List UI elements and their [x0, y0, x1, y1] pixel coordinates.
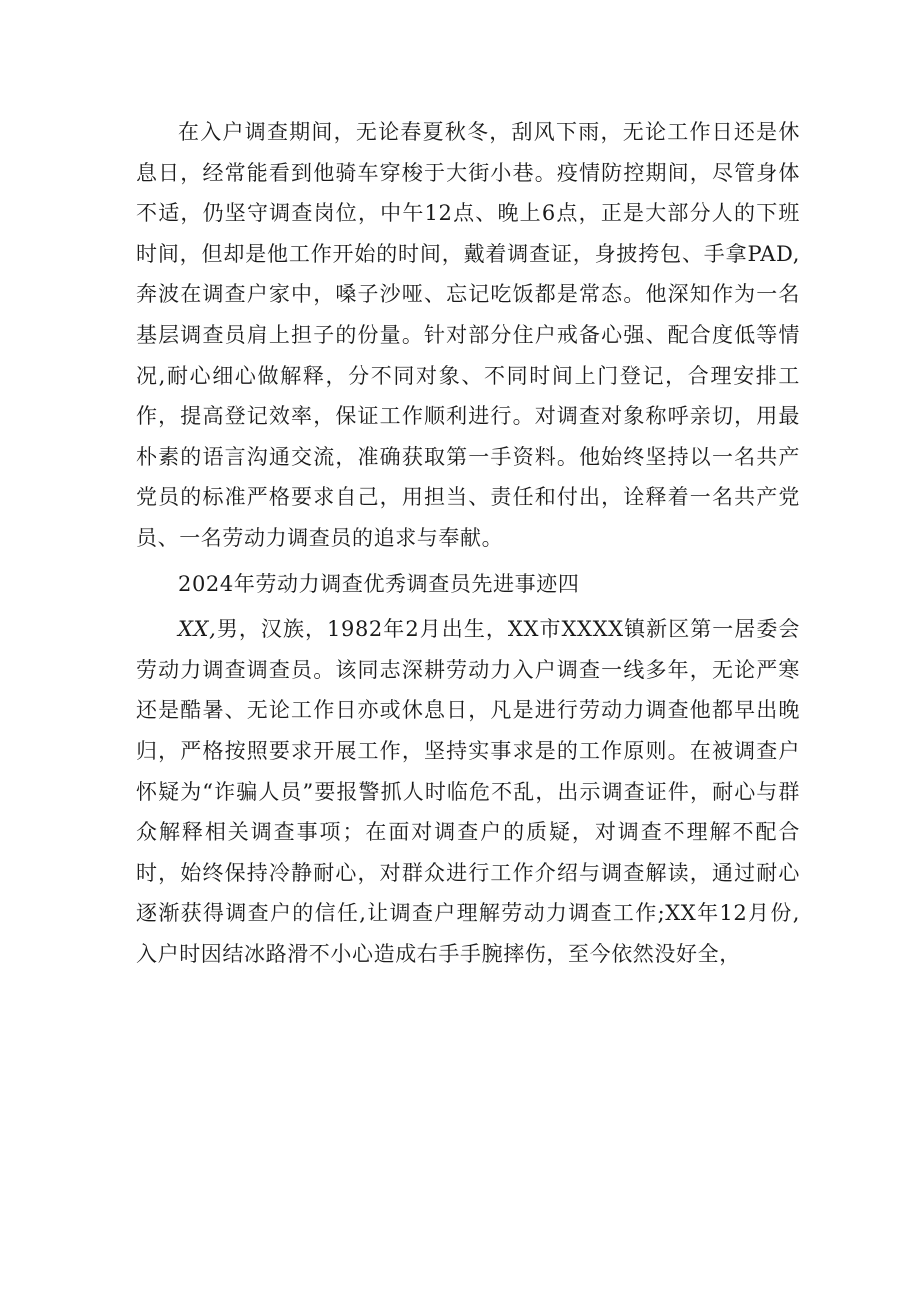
- section-heading-4: 2024年劳动力调查优秀调查员先进事迹四: [178, 571, 580, 596]
- body-paragraph-2-text: 男，汉族，1982年2月出生，XX市XXXX镇新区第一居委会劳动力调查调查员。该同志深耕劳动力入户调查一线多年，无论严寒还是酷暑、无论工作日亦或休息日，凡是进行劳动力调查他都早出晚归，严格按照要求开展工作，坚持实事求是的工作原则。在被调查户怀疑为“诈骗人员”要报警抓人时临危不乱，出示调查证件，耐心与群众解释相关调查事项；在面对调查户的质疑，对调查不理解不配合时，始终保持冷静耐心，对群众进行工作介绍与调查解读，通过耐心逐渐获得调查户的信任,让调查户理解劳动力调查工作;XX年12月份,入户时因结冰路滑不小心造成右手手腕摔伤，至今依然没好全，: [136, 617, 800, 966]
- body-paragraph-1: 在入户调查期间，无论春夏秋冬，刮风下雨，无论工作日还是休息日，经常能看到他骑车穿梭于大街小巷。疫情防控期间，尽管身体不适，仍坚守调查岗位，中午12点、晚上6点，正是大部分人的下班时间，但却是他工作开始的时间，戴着调查证，身披挎包、手拿PAD,奔波在调查户家中，嗓子沙哑、忘记吃饭都是常态。他深知作为一名基层调查员肩上担子的份量。针对部分住户戒备心强、配合度低等情况,耐心细心做解释，分不同对象、不同时间上门登记，合理安排工作，提高登记效率，保证工作顺利进行。对调查对象称呼亲切，用最朴素的语言沟通交流，准确获取第一手资料。他始终坚持以一名共产党员的标准严格要求自己，用担当、责任和付出，诠释着一名共产党员、一名劳动力调查员的追求与奉献。: [136, 120, 800, 550]
- person-name: XX,: [178, 617, 217, 642]
- body-paragraph-2: [136, 609, 800, 974]
